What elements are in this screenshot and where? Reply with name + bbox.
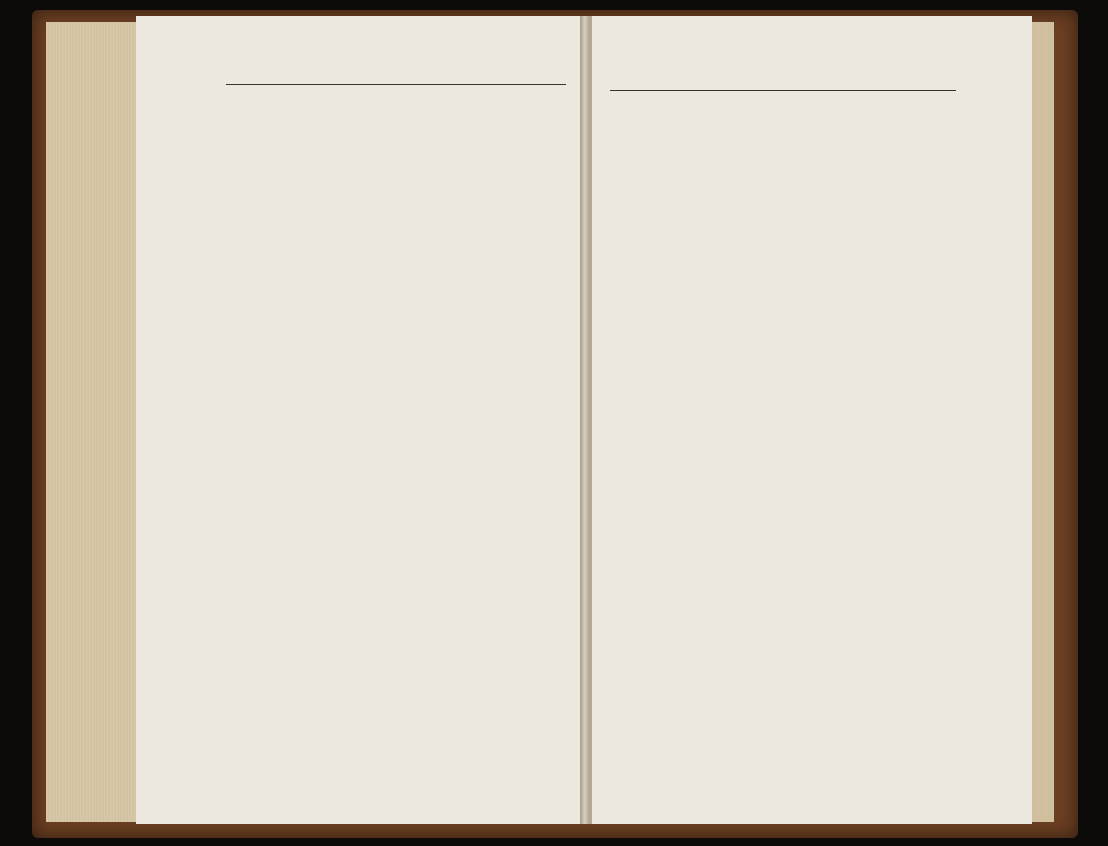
right-page [590,16,1032,824]
left-page [136,16,584,824]
left-head-rule [226,84,566,85]
right-head-rule [610,90,956,91]
page-edges-left [46,22,140,822]
